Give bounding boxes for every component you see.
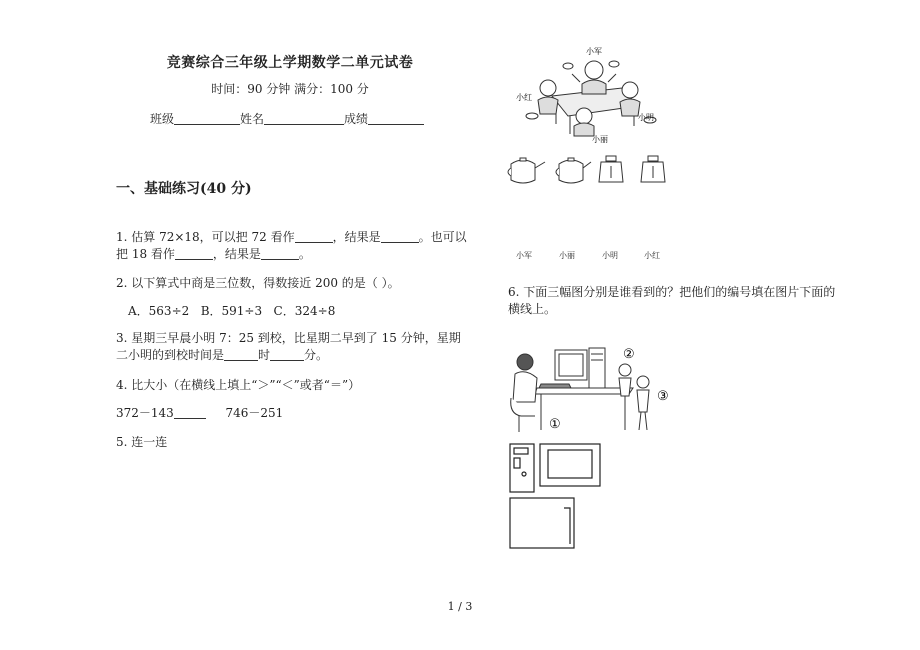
fig-name-4: 小红 — [644, 251, 660, 260]
section-heading: 一、基础练习(40 分) — [116, 181, 252, 197]
exam-time-score: 时间：90 分钟 满分：100 分 — [211, 82, 369, 96]
computer-scene-figure — [505, 338, 685, 436]
mark-3: ③ — [657, 389, 669, 404]
fig-name-3: 小明 — [602, 251, 618, 260]
q3-text-d: 分。 — [304, 348, 329, 362]
children-table-figure — [510, 44, 670, 148]
q1-blank-3 — [175, 247, 213, 260]
q1-blank-2 — [381, 230, 419, 243]
q3-blank-minute — [270, 348, 304, 361]
page-number: 1 / 3 — [447, 600, 473, 613]
question-2-options: A．563÷2 B．591÷3 C．324÷8 — [128, 304, 336, 318]
q4-expr-2: 746－251 — [225, 406, 284, 420]
fig1-right-name: 小明 — [638, 113, 654, 122]
teapot-views-row — [505, 150, 675, 190]
view-sketches-drawing — [508, 440, 608, 552]
q4-expr-1: 372－143 — [116, 406, 174, 420]
q1-blank-4 — [261, 247, 299, 260]
question-5: 5. 连一连 — [116, 435, 168, 449]
student-info-row — [150, 110, 424, 127]
q1-text-a: 1. 估算 72×18，可以把 72 看作 — [116, 230, 295, 244]
computer-scene-drawing — [505, 338, 685, 436]
question-3 — [116, 330, 476, 364]
q1-text-d: 把 18 看作 — [116, 247, 175, 261]
class-label: 班级 — [150, 112, 175, 126]
q1-text-c: 。也可以 — [418, 230, 467, 244]
class-blank — [174, 112, 240, 125]
name-label: 姓名 — [240, 112, 265, 126]
fig1-top-name: 小军 — [586, 47, 602, 56]
question-4-expressions — [116, 405, 283, 422]
q1-text-e: ，结果是 — [212, 247, 261, 261]
score-blank — [368, 112, 424, 125]
question-1 — [116, 229, 476, 263]
teapot-views-drawing — [505, 150, 675, 190]
question-6 — [508, 284, 868, 318]
q3-blank-hour — [224, 348, 258, 361]
score-label: 成绩 — [344, 112, 369, 126]
view-sketches — [508, 440, 608, 552]
question-2: 2. 以下算式中商是三位数，得数接近 200 的是（ ）。 — [116, 276, 400, 290]
fig-name-2: 小丽 — [559, 251, 575, 260]
q3-text-b: 二小明的到校时间是 — [116, 348, 225, 362]
q3-text-c: 时 — [258, 348, 271, 362]
fig-name-1: 小军 — [516, 251, 532, 260]
mark-2: ② — [623, 347, 635, 362]
q6-text-a: 6. 下面三幅图分别是谁看到的？把他们的编号填在图片下面的 — [508, 285, 836, 299]
q3-text-a: 3. 星期三早晨小明 7：25 到校，比星期二早到了 15 分钟，星期 — [116, 331, 461, 345]
q1-text-f: 。 — [298, 247, 311, 261]
name-blank — [264, 112, 344, 125]
question-4: 4. 比大小（在横线上填上“＞”“＜”或者“＝”） — [116, 378, 361, 392]
mark-1: ① — [549, 417, 561, 432]
children-table-drawing — [510, 44, 670, 148]
q1-blank-1 — [295, 230, 333, 243]
fig1-left-name: 小红 — [516, 93, 532, 102]
fig1-bottom-name: 小丽 — [592, 135, 608, 144]
page-title: 竞赛综合三年级上学期数学二单元试卷 — [166, 55, 414, 71]
q6-text-b: 横线上。 — [508, 302, 557, 316]
q1-text-b: ，结果是 — [332, 230, 381, 244]
q4-blank — [174, 406, 206, 419]
